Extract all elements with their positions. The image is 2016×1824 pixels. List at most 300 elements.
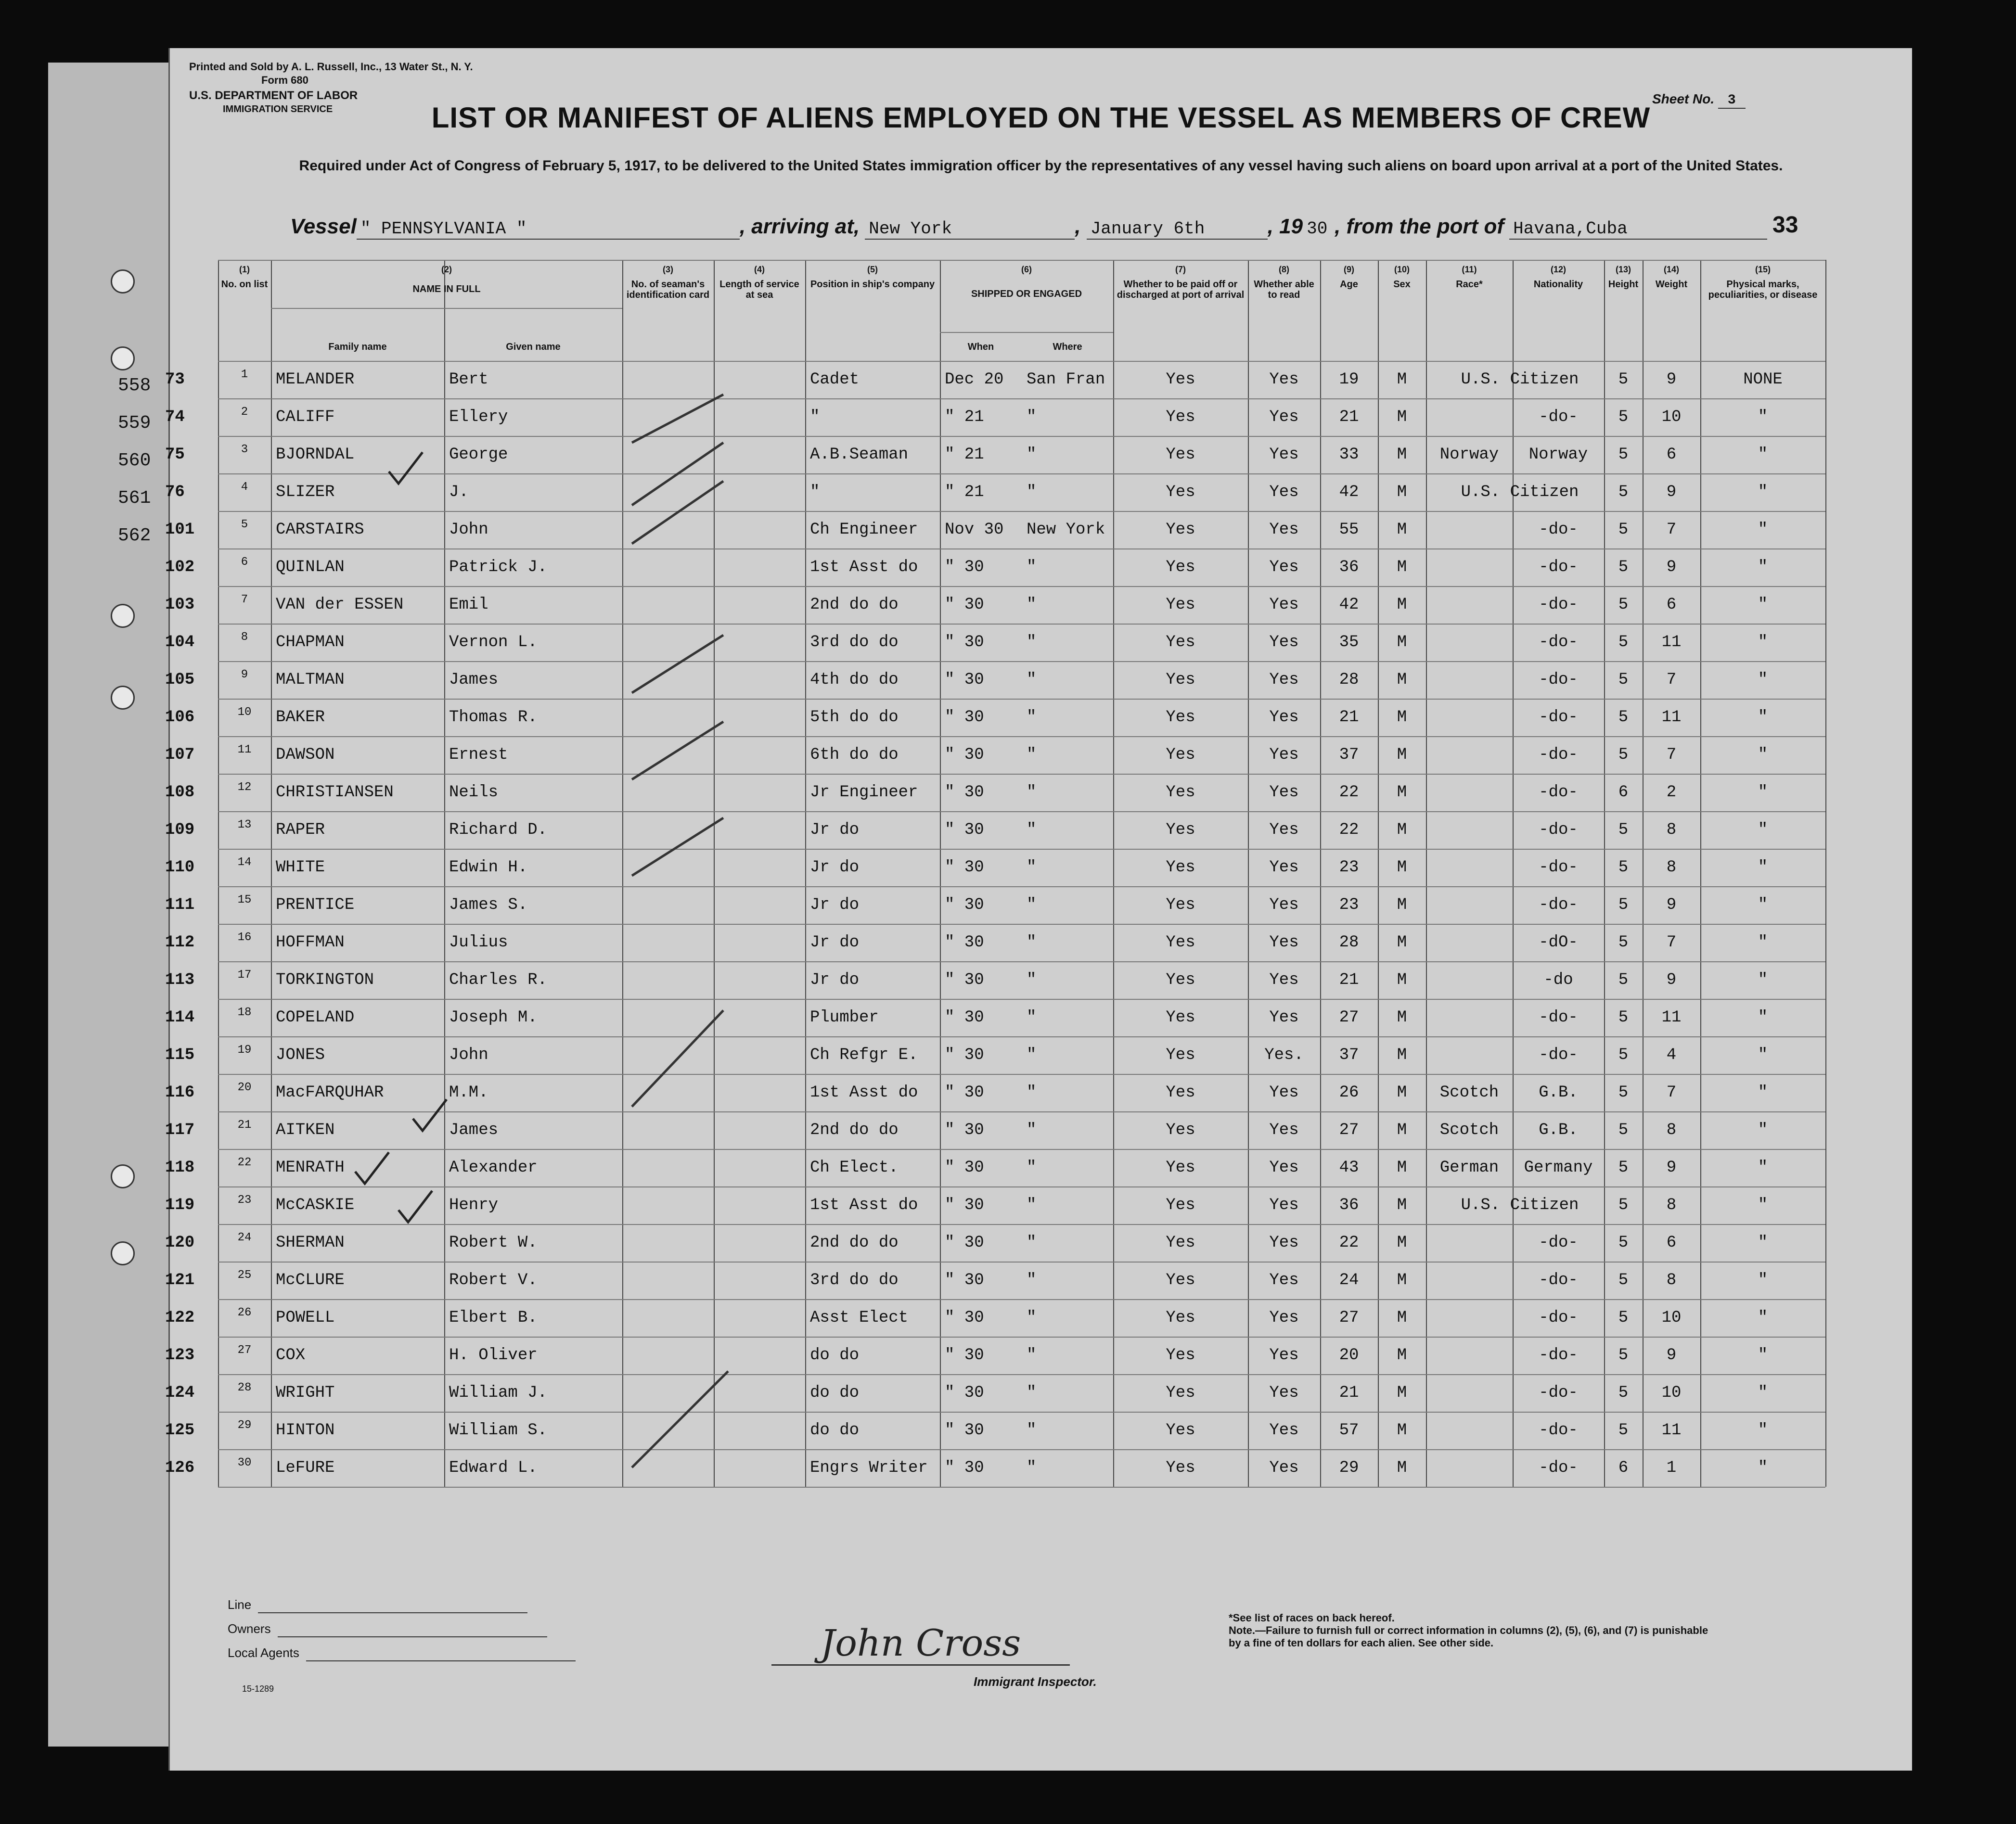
cell-when: " 30 — [945, 1459, 984, 1477]
underlying-number: 558 — [118, 375, 151, 396]
cell-no: 18 — [237, 1006, 252, 1019]
cell-paid: Yes — [1166, 446, 1195, 464]
cell-family: BJORNDAL — [276, 446, 355, 464]
cell-race — [1431, 1306, 1508, 1330]
column-number: (12) — [1550, 265, 1566, 274]
cell-sex: M — [1397, 1421, 1407, 1440]
cell-family: MacFARQUHAR — [276, 1084, 384, 1102]
cell-paid: Yes — [1166, 858, 1195, 877]
column-header-c11: Race* — [1456, 279, 1483, 290]
cell-when: " 30 — [945, 596, 984, 614]
cell-age: 23 — [1339, 896, 1359, 914]
cell-position: do do — [810, 1346, 860, 1365]
cell-when: " 30 — [945, 1346, 984, 1365]
cell-given: Edward L. — [449, 1459, 538, 1477]
cell-paid: Yes — [1166, 633, 1195, 651]
cell-position: do do — [810, 1384, 860, 1402]
cell-position: Jr do — [810, 971, 860, 989]
reference-number: 123 — [165, 1346, 195, 1365]
cell-weight: 10 — [1661, 1309, 1682, 1327]
cell-age: 20 — [1339, 1346, 1359, 1365]
cell-when: Dec 20 — [945, 370, 1004, 389]
cell-position: 5th do do — [810, 708, 899, 727]
cell-paid: Yes — [1166, 1121, 1195, 1139]
cell-given: Edwin H. — [449, 858, 528, 877]
cell-marks: " — [1758, 896, 1768, 914]
cell-read: Yes — [1269, 858, 1299, 877]
cell-nationality: -do- — [1539, 821, 1578, 839]
cell-marks: " — [1758, 483, 1768, 501]
cell-given: Bert — [449, 370, 488, 389]
cell-given: William S. — [449, 1421, 548, 1440]
cell-height: 5 — [1618, 558, 1629, 576]
cell-read: Yes — [1269, 1459, 1299, 1477]
cell-paid: Yes — [1166, 1384, 1195, 1402]
cell-age: 43 — [1339, 1159, 1359, 1177]
cell-sex: M — [1397, 1159, 1407, 1177]
cell-height: 5 — [1618, 746, 1629, 764]
cell-weight: 8 — [1666, 1271, 1677, 1289]
cell-sex: M — [1397, 596, 1407, 614]
reference-number: 124 — [165, 1384, 195, 1402]
column-number: (14) — [1663, 265, 1679, 274]
cell-no: 23 — [237, 1194, 252, 1207]
cell-age: 21 — [1339, 408, 1359, 426]
cell-read: Yes — [1269, 370, 1299, 389]
cell-given: Julius — [449, 933, 508, 952]
cell-sex: M — [1397, 408, 1407, 426]
cell-marks: NONE — [1743, 370, 1783, 389]
inspector-label: Immigrant Inspector. — [974, 1674, 1097, 1689]
cell-position: Jr do — [810, 896, 860, 914]
cell-height: 5 — [1618, 633, 1629, 651]
vessel-name: " PENNSYLVANIA " — [357, 219, 740, 240]
cell-weight: 6 — [1666, 446, 1677, 464]
cell-family: CHAPMAN — [276, 633, 345, 651]
column-number: (15) — [1755, 265, 1771, 274]
cell-no: 2 — [241, 406, 248, 419]
cell-where: " — [1027, 858, 1037, 877]
underlying-number: 560 — [118, 450, 151, 471]
cell-where: " — [1027, 746, 1037, 764]
agents-blank — [306, 1645, 576, 1661]
cell-marks: " — [1758, 408, 1768, 426]
binder-hole — [111, 1164, 135, 1188]
cell-paid: Yes — [1166, 1234, 1195, 1252]
cell-age: 22 — [1339, 783, 1359, 802]
reference-number: 109 — [165, 821, 195, 839]
cell-paid: Yes — [1166, 746, 1195, 764]
column-number: (2) — [441, 265, 452, 274]
table-row — [165, 886, 1912, 924]
cell-given: John — [449, 1046, 488, 1064]
family-name-header: Family name — [328, 342, 387, 352]
table-row — [165, 586, 1912, 624]
cell-given: John — [449, 521, 488, 539]
cell-read: Yes — [1269, 971, 1299, 989]
cell-height: 5 — [1618, 408, 1629, 426]
cell-race — [1431, 1231, 1508, 1255]
cell-weight: 9 — [1666, 370, 1677, 389]
cell-age: 24 — [1339, 1271, 1359, 1289]
cell-where: " — [1027, 1346, 1037, 1365]
cell-marks: " — [1758, 1196, 1768, 1214]
cell-age: 27 — [1339, 1008, 1359, 1027]
cell-marks: " — [1758, 1046, 1768, 1064]
cell-height: 5 — [1618, 1309, 1629, 1327]
cell-read: Yes — [1269, 1159, 1299, 1177]
cell-race — [1431, 931, 1508, 955]
table-row — [165, 699, 1912, 736]
cell-when: " 21 — [945, 483, 984, 501]
cell-sex: M — [1397, 1121, 1407, 1139]
cell-marks: " — [1758, 1459, 1768, 1477]
cell-race — [1431, 1456, 1508, 1480]
cell-no: 15 — [237, 893, 252, 906]
table-row — [165, 1036, 1912, 1074]
column-number: (7) — [1175, 265, 1186, 274]
reference-number: 112 — [165, 933, 195, 952]
column-header-c2: NAME IN FULL — [412, 284, 481, 294]
cell-sex: M — [1397, 633, 1407, 651]
cell-nationality: -do- — [1539, 1346, 1578, 1365]
table-row — [165, 398, 1912, 436]
cell-race — [1431, 518, 1508, 542]
cell-position: Ch Elect. — [810, 1159, 899, 1177]
cell-nationality: -do- — [1539, 1046, 1578, 1064]
cell-weight: 8 — [1666, 1121, 1677, 1139]
reference-number: 110 — [165, 858, 195, 877]
cell-height: 5 — [1618, 1084, 1629, 1102]
cell-race: Scotch — [1439, 1084, 1499, 1102]
cell-paid: Yes — [1166, 1459, 1195, 1477]
table-row — [165, 924, 1912, 961]
table-row — [165, 1449, 1912, 1487]
cell-read: Yes — [1269, 1421, 1299, 1440]
cell-nationality: -do- — [1539, 783, 1578, 802]
cell-weight: 11 — [1661, 1008, 1682, 1027]
cell-race — [1431, 1268, 1508, 1292]
cell-where: " — [1027, 1421, 1037, 1440]
cell-where: " — [1027, 1121, 1037, 1139]
cell-age: 55 — [1339, 521, 1359, 539]
cell-nationality: -do- — [1539, 708, 1578, 727]
cell-read: Yes — [1269, 446, 1299, 464]
department-name: U.S. DEPARTMENT OF LABOR — [189, 89, 358, 102]
cell-family: MENRATH — [276, 1159, 345, 1177]
cell-age: 29 — [1339, 1459, 1359, 1477]
cell-weight: 9 — [1666, 483, 1677, 501]
cell-height: 5 — [1618, 483, 1629, 501]
cell-position: A.B.Seaman — [810, 446, 909, 464]
cell-family: RAPER — [276, 821, 325, 839]
cell-nationality: -do- — [1539, 1271, 1578, 1289]
cell-age: 19 — [1339, 370, 1359, 389]
table-row — [165, 624, 1912, 661]
line-field — [228, 1597, 527, 1613]
cell-position: 3rd do do — [810, 633, 899, 651]
cell-sex: M — [1397, 896, 1407, 914]
cell-read: Yes — [1269, 1121, 1299, 1139]
cell-race — [1431, 743, 1508, 767]
cell-paid: Yes — [1166, 671, 1195, 689]
cell-paid: Yes — [1166, 971, 1195, 989]
cell-weight: 11 — [1661, 708, 1682, 727]
cell-where: New York — [1027, 521, 1105, 539]
cell-age: 35 — [1339, 633, 1359, 651]
cell-paid: Yes — [1166, 1421, 1195, 1440]
cell-no: 1 — [241, 368, 248, 381]
cell-where: " — [1027, 633, 1037, 651]
column-number: (1) — [239, 265, 250, 274]
cell-sex: M — [1397, 1234, 1407, 1252]
page-number: 33 — [1772, 212, 1798, 238]
cell-age: 42 — [1339, 596, 1359, 614]
reference-number: 111 — [165, 896, 195, 914]
cell-paid: Yes — [1166, 1159, 1195, 1177]
cell-position: Jr do — [810, 933, 860, 952]
when-header: When — [967, 342, 994, 352]
cell-position: Jr do — [810, 858, 860, 877]
cell-marks: " — [1758, 1159, 1768, 1177]
cell-sex: M — [1397, 1459, 1407, 1477]
cell-race — [1431, 593, 1508, 617]
table-row — [165, 661, 1912, 699]
table-row — [165, 473, 1912, 511]
cell-given: James S. — [449, 896, 528, 914]
cell-no: 27 — [237, 1344, 252, 1357]
cell-position: " — [810, 483, 820, 501]
cell-no: 20 — [237, 1081, 252, 1094]
cell-read: Yes — [1269, 1234, 1299, 1252]
cell-read: Yes — [1269, 708, 1299, 727]
cell-no: 3 — [241, 443, 248, 456]
cell-nationality: -do- — [1539, 408, 1578, 426]
cell-paid: Yes — [1166, 558, 1195, 576]
cell-read: Yes — [1269, 633, 1299, 651]
cell-sex: M — [1397, 1384, 1407, 1402]
cell-when: " 30 — [945, 1309, 984, 1327]
cell-given: Emil — [449, 596, 488, 614]
cell-position: Jr Engineer — [810, 783, 918, 802]
manifest-title: LIST OR MANIFEST OF ALIENS EMPLOYED ON THE VESSEL AS MEMBERS OF CREW — [431, 102, 1651, 134]
cell-where: " — [1027, 558, 1037, 576]
cell-marks: " — [1758, 1421, 1768, 1440]
cell-sex: M — [1397, 971, 1407, 989]
cell-position: Plumber — [810, 1008, 879, 1027]
cell-no: 24 — [237, 1231, 252, 1244]
cell-weight: 6 — [1666, 596, 1677, 614]
cell-no: 13 — [237, 818, 252, 831]
cell-when: " 30 — [945, 1234, 984, 1252]
column-number: (8) — [1279, 265, 1289, 274]
cell-no: 12 — [237, 781, 252, 794]
cell-family: COPELAND — [276, 1008, 355, 1027]
cell-when: " 30 — [945, 633, 984, 651]
cell-family: McCLURE — [276, 1271, 345, 1289]
cell-family: TORKINGTON — [276, 971, 374, 989]
cell-race — [1431, 1343, 1508, 1367]
cell-family: CARSTAIRS — [276, 521, 364, 539]
cell-age: 23 — [1339, 858, 1359, 877]
cell-position: Cadet — [810, 370, 860, 389]
cell-race — [1431, 668, 1508, 692]
cell-paid: Yes — [1166, 1309, 1195, 1327]
cell-weight: 7 — [1666, 521, 1677, 539]
column-header-c3: No. of seaman's identification card — [626, 279, 710, 300]
cell-race — [1431, 818, 1508, 842]
sheet-label: Sheet No. — [1652, 91, 1715, 106]
table-row — [165, 361, 1912, 398]
binder-hole — [111, 346, 135, 370]
table-row — [165, 849, 1912, 886]
cell-position: Engrs Writer — [810, 1459, 928, 1477]
cell-paid: Yes — [1166, 483, 1195, 501]
cell-sex: M — [1397, 521, 1407, 539]
cell-position: 1st Asst do — [810, 558, 918, 576]
cell-read: Yes — [1269, 558, 1299, 576]
cell-paid: Yes — [1166, 408, 1195, 426]
cell-race — [1431, 893, 1508, 917]
column-header-c6: SHIPPED OR ENGAGED — [971, 289, 1082, 299]
cell-weight: 7 — [1666, 671, 1677, 689]
table-row — [165, 811, 1912, 849]
cell-family: LeFURE — [276, 1459, 335, 1477]
sheet-value: 3 — [1718, 93, 1746, 109]
cell-marks: " — [1758, 1384, 1768, 1402]
cell-given: Elbert B. — [449, 1309, 538, 1327]
cell-paid: Yes — [1166, 933, 1195, 952]
cell-no: 28 — [237, 1381, 252, 1394]
cell-position: 2nd do do — [810, 596, 899, 614]
cell-given: Patrick J. — [449, 558, 548, 576]
cell-no: 30 — [237, 1456, 252, 1469]
cell-where: " — [1027, 1084, 1037, 1102]
cell-family: DAWSON — [276, 746, 335, 764]
cell-height: 5 — [1618, 1271, 1629, 1289]
cell-no: 29 — [237, 1419, 252, 1432]
cell-given: Thomas R. — [449, 708, 538, 727]
cell-height: 5 — [1618, 896, 1629, 914]
arriving-label: , arriving at, — [739, 215, 860, 238]
cell-nationality: -dO- — [1539, 933, 1578, 952]
cell-where: " — [1027, 933, 1037, 952]
cell-paid: Yes — [1166, 596, 1195, 614]
cell-read: Yes — [1269, 896, 1299, 914]
cell-weight: 9 — [1666, 558, 1677, 576]
cell-paid: Yes — [1166, 370, 1195, 389]
cell-given: M.M. — [449, 1084, 488, 1102]
column-header-c9: Age — [1340, 279, 1358, 290]
cell-read: Yes — [1269, 1309, 1299, 1327]
cell-nationality: U.S. Citizen — [1461, 483, 1579, 501]
penalty-note: Note.—Failure to furnish full or correct information in columns (2), (5), (6), and (7) is punishable by a fine of ten dollars for each alien. See other side. — [1229, 1624, 1708, 1649]
cell-race — [1431, 968, 1508, 992]
cell-given: James — [449, 1121, 499, 1139]
cell-when: Nov 30 — [945, 521, 1004, 539]
cell-weight: 6 — [1666, 1234, 1677, 1252]
cell-given: Charles R. — [449, 971, 548, 989]
cell-nationality: -do- — [1539, 1309, 1578, 1327]
cell-no: 21 — [237, 1119, 252, 1132]
cell-age: 22 — [1339, 821, 1359, 839]
cell-nationality: -do- — [1539, 558, 1578, 576]
cell-no: 22 — [237, 1156, 252, 1169]
cell-when: " 30 — [945, 1159, 984, 1177]
cell-when: " 30 — [945, 1084, 984, 1102]
cell-no: 16 — [237, 931, 252, 944]
cell-marks: " — [1758, 821, 1768, 839]
cell-when: " 30 — [945, 1008, 984, 1027]
cell-marks: " — [1758, 858, 1768, 877]
cell-position: 3rd do do — [810, 1271, 899, 1289]
cell-given: Ellery — [449, 408, 508, 426]
table-row — [165, 961, 1912, 999]
cell-height: 5 — [1618, 821, 1629, 839]
cell-when: " 21 — [945, 408, 984, 426]
column-header-c4: Length of service at sea — [719, 279, 799, 300]
cell-given: Robert W. — [449, 1234, 538, 1252]
cell-weight: 1 — [1666, 1459, 1677, 1477]
cell-given: James — [449, 671, 499, 689]
line-blank — [258, 1597, 527, 1613]
cell-where: " — [1027, 1234, 1037, 1252]
cell-sex: M — [1397, 671, 1407, 689]
cell-family: MALTMAN — [276, 671, 345, 689]
cell-marks: " — [1758, 1271, 1768, 1289]
cell-age: 28 — [1339, 933, 1359, 952]
cell-read: Yes — [1269, 933, 1299, 952]
cell-race — [1431, 405, 1508, 429]
reference-number: 126 — [165, 1459, 195, 1477]
cell-no: 19 — [237, 1044, 252, 1057]
cell-no: 26 — [237, 1306, 252, 1319]
cell-family: CALIFF — [276, 408, 335, 426]
cell-height: 5 — [1618, 1384, 1629, 1402]
cell-marks: " — [1758, 1008, 1768, 1027]
cell-weight: 9 — [1666, 1346, 1677, 1365]
cell-where: " — [1027, 446, 1037, 464]
cell-height: 5 — [1618, 370, 1629, 389]
cell-where: " — [1027, 596, 1037, 614]
binder-hole — [111, 269, 135, 293]
manifest-subtitle: Required under Act of Congress of February 5, 1917, to be delivered to the United States immigration officer by the representatives of any vessel having such aliens on board upon arrival at a port of the United States. — [299, 158, 1783, 174]
cell-weight: 9 — [1666, 971, 1677, 989]
cell-height: 5 — [1618, 596, 1629, 614]
header-rule — [271, 308, 622, 309]
cell-height: 5 — [1618, 1196, 1629, 1214]
cell-marks: " — [1758, 521, 1768, 539]
cell-given: Robert V. — [449, 1271, 538, 1289]
cell-no: 7 — [241, 593, 248, 606]
cell-when: " 30 — [945, 708, 984, 727]
cell-sex: M — [1397, 558, 1407, 576]
cell-where: " — [1027, 1008, 1037, 1027]
column-header-c10: Sex — [1393, 279, 1411, 290]
table-row — [165, 736, 1912, 774]
table-row — [165, 1186, 1912, 1224]
cell-paid: Yes — [1166, 896, 1195, 914]
owners-label: Owners — [228, 1621, 271, 1636]
agents-field — [228, 1645, 576, 1661]
reference-number: 104 — [165, 633, 195, 651]
cell-when: " 21 — [945, 446, 984, 464]
owners-blank — [278, 1621, 547, 1637]
cell-marks: " — [1758, 671, 1768, 689]
cell-sex: M — [1397, 1196, 1407, 1214]
cell-where: " — [1027, 1384, 1037, 1402]
cell-nationality: G.B. — [1539, 1121, 1578, 1139]
